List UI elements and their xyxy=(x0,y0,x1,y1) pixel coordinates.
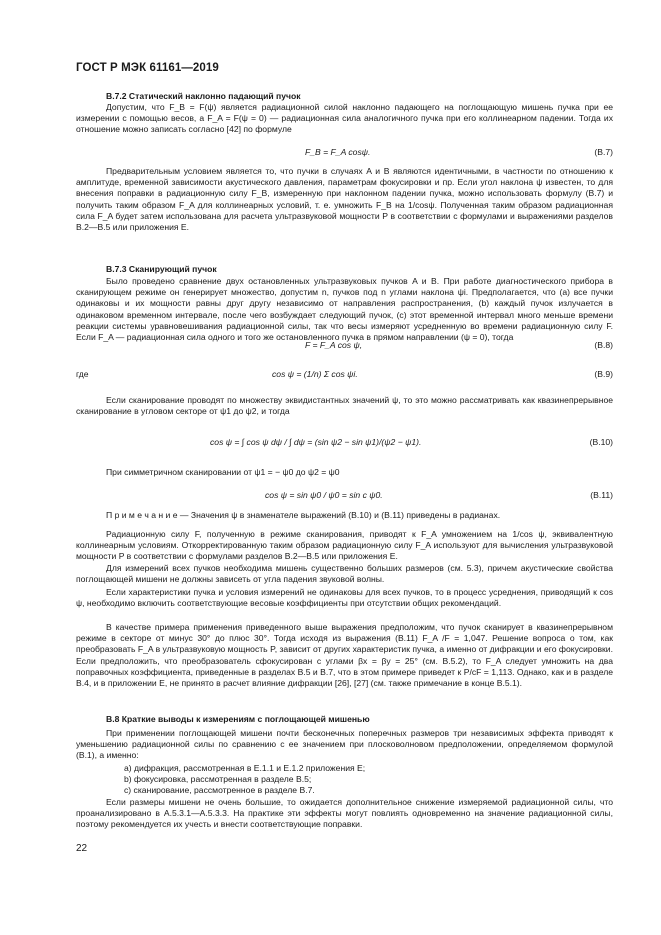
list-item: c) сканирование, рассмотренное в разделе B.7. xyxy=(124,785,315,795)
paragraph: Если размеры мишени не очень большие, то ожидается дополнительное снижение измеряемой радиационной силы, что проанализировано в А.5.3.1—А.5.3.3. На практике эти эффекты могут повлиять одновременно на значение радиационной силы, поэтому рекомендуется их учесть и внести соответствующие поправки. xyxy=(76,797,613,830)
paragraph: Радиационную силу F, полученную в режиме сканирования, приводят к F_A умножением на 1/cos ψ, эквивалентную коллинеарным условиям. Откорректированную таким образом радиационную силу F_A используют для вычисления ультразвуковой мощности P в соответствии с формулами разделов B.2—B.5 или приложения Е. xyxy=(76,529,613,562)
paragraph: Было проведено сравнение двух остановленных ультразвуковых пучков A и B. При работе диагностического прибора в сканирующем режиме он генерирует множество, допустим n, пучков под n углами наклона ψi. Предполагается, что (a) все пучки одинаковы и их мощности равны друг другу независимо от направления распространения, (b) каждый пучок излучается в одинаковом временном интервале, после чего возбуждает следующий пучок, (c) этот временной интервал много меньше времени реакции системы уравновешивания радиационной силы, так что весы измеряют усредненную во времени радиационную силу F. Если F_A — радиационная сила одного и того же остановленного пучка в прямом направлении (ψ = 0), тогда xyxy=(76,276,613,343)
formula-b8: F = F_A cos ψ, xyxy=(305,340,363,350)
document-header: ГОСТ Р МЭК 61161—2019 xyxy=(76,62,219,74)
paragraph: При симметричном сканировании от ψ1 = − ψ0 до ψ2 = ψ0 xyxy=(106,467,340,477)
formula-number: (B.10) xyxy=(589,437,613,447)
section-heading-b73: В.7.3 Сканирующий пучок xyxy=(106,264,217,274)
paragraph: Допустим, что F_B = F(ψ) является радиационной силой наклонно падающего на поглощающую мишень пучка при ее измерении с помощью весов, а F_A = F(ψ = 0) — радиационная сила аналогичного пучка при его коллинеарном падении. Тогда их отношение можно записать согласно [42] по формуле xyxy=(76,102,613,135)
list-item: a) дифракция, рассмотренная в Е.1.1 и Е.1.2 приложения Е; xyxy=(124,763,366,773)
list-item: b) фокусировка, рассмотренная в разделе B.5; xyxy=(124,774,312,784)
formula-b11: cos ψ = sin ψ0 / ψ0 = sin c ψ0. xyxy=(265,490,383,500)
note-text: — Значения ψ в знаменателе выражений (B.10) и (B.11) приведены в радианах. xyxy=(177,510,501,520)
formula-number: (B.9) xyxy=(594,369,613,379)
formula-b10: cos ψ = ∫ cos ψ dψ / ∫ dψ = (sin ψ2 − sin ψ1)/(ψ2 − ψ1). xyxy=(210,437,422,447)
paragraph: Предварительным условием является то, что пучки в случаях A и B являются идентичными, в частности по отношению к амплитуде, временной зависимости акустического давления, параметрам фокусировки и пр. Если угол наклона ψ известен, то для внесения поправки в радиационную силу F_B, измеренную при наклонном падении пучка, можно использовать формулу (B.7) и получить таким образом F_A для коллинеарных условий, т. е. умножить F_B на 1/cosψ. Полученная таким образом радиационная сила F_A будет затем использована для расчета ультразвуковой мощности P в соответствии с формулами и выражениями разделов B.2—B.5 или приложения Е. xyxy=(76,166,613,233)
where-label: где xyxy=(76,369,89,379)
paragraph: Если сканирование проводят по множеству эквидистантных значений ψ, то это можно рассматривать как квазинепрерывное сканирование в угловом секторе от ψ1 до ψ2, и тогда xyxy=(76,395,613,417)
paragraph: В качестве примера применения приведенного выше выражения предположим, что пучок сканирует в квазинепрерывном режиме в секторе от минус 30° до плюс 30°. Тогда исходя из выражения (B.11) F_A /F = 1,047. Решение вопроса о том, как преобразовать F_A в ультразвуковую мощность P, зависит от других характеристик пучка, а именно от дифракции и его фокусировки. Если предположить, что преобразователь сфокусирован с углами βx = βy = 25° (см. B.5.2), то F_A следует умножить на два поправочных коэффициента, приведенные в разделах B.5 и B.7, что в этом примере приведет к P/cF = 1,113. Однако, как и в разделе B.4, и в приложении Е, не принято в расчет влияние дифракции [26], [27] (см. также примечание в конце B.5.1). xyxy=(76,622,613,689)
formula-number: (B.11) xyxy=(590,490,613,500)
note xyxy=(76,510,613,521)
formula-b7: F_B = F_A cosψ. xyxy=(305,147,371,157)
formula-number: (B.7) xyxy=(594,147,613,157)
section-heading-b8: В.8 Краткие выводы к измерениям с поглощающей мишенью xyxy=(106,714,370,724)
section-heading-b72: В.7.2 Статический наклонно падающий пучок xyxy=(106,91,301,101)
paragraph: При применении поглощающей мишени почти бесконечных поперечных размеров три независимых эффекта приводят к уменьшению радиационной силы по сравнению с ее значением при плосковолновом предположении, определяемом формулой (B.1), а именно: xyxy=(76,728,613,761)
formula-number: (B.8) xyxy=(594,340,613,350)
page-number: 22 xyxy=(76,843,88,854)
formula-b9: cos ψ = (1/n) Σ cos ψi. xyxy=(272,369,358,379)
paragraph: Для измерений всех пучков необходима мишень существенно больших размеров (см. 5.3), причем акустические свойства поглощающей мишени не должны зависеть от угла падения звуковой волны. xyxy=(76,563,613,585)
paragraph: Если характеристики пучка и условия измерений не одинаковы для всех пучков, то в процесс усреднения, приводящий к cos ψ, необходимо включить соответствующие весовые коэффициенты при отсутствии общих рекомендаций. xyxy=(76,587,613,609)
note-label: П р и м е ч а н и е xyxy=(106,510,178,520)
